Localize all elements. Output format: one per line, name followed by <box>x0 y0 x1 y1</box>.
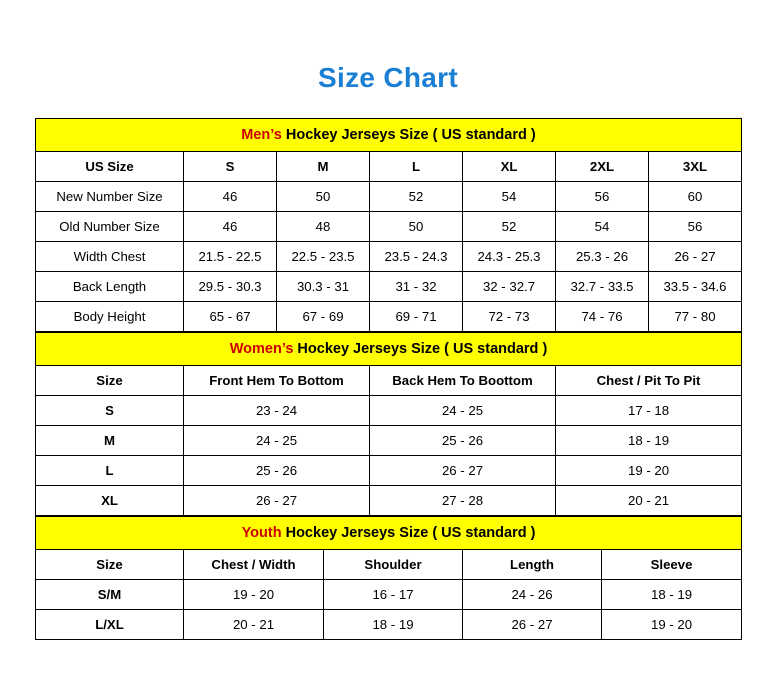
mens-cell: 25.3 - 26 <box>556 242 649 272</box>
youth-header-cell: Length <box>463 550 602 580</box>
womens-cell: 24 - 25 <box>184 426 370 456</box>
youth-header-cell: Shoulder <box>324 550 463 580</box>
mens-row-label: Back Length <box>36 272 184 302</box>
womens-cell: 26 - 27 <box>184 486 370 516</box>
womens-row-label: XL <box>36 486 184 516</box>
youth-cell: 16 - 17 <box>324 580 463 610</box>
mens-cell: 32 - 32.7 <box>463 272 556 302</box>
mens-cell: 50 <box>370 212 463 242</box>
youth-header-cell: Size <box>36 550 184 580</box>
womens-cell: 23 - 24 <box>184 396 370 426</box>
womens-row-label: S <box>36 396 184 426</box>
mens-cell: 21.5 - 22.5 <box>184 242 277 272</box>
mens-cell: 31 - 32 <box>370 272 463 302</box>
youth-row-label: L/XL <box>36 610 184 640</box>
table-band-row <box>36 517 742 550</box>
youth-header-cell: Sleeve <box>602 550 742 580</box>
womens-cell: 25 - 26 <box>184 456 370 486</box>
mens-cell: 56 <box>556 182 649 212</box>
womens-cell: 20 - 21 <box>556 486 742 516</box>
table-row <box>36 486 742 516</box>
mens-cell: 54 <box>556 212 649 242</box>
youth-cell: 19 - 20 <box>602 610 742 640</box>
mens-cell: 24.3 - 25.3 <box>463 242 556 272</box>
mens-header-cell: 3XL <box>649 152 742 182</box>
mens-cell: 22.5 - 23.5 <box>277 242 370 272</box>
mens-band-accent: Men’s <box>241 127 282 143</box>
youth-band-accent: Youth <box>241 525 282 541</box>
womens-header-cell: Back Hem To Boottom <box>370 366 556 396</box>
table-band-row <box>36 119 742 152</box>
womens-cell: 26 - 27 <box>370 456 556 486</box>
youth-cell: 18 - 19 <box>602 580 742 610</box>
table-row <box>36 580 742 610</box>
mens-cell: 56 <box>649 212 742 242</box>
table-row <box>36 212 742 242</box>
table-row <box>36 610 742 640</box>
mens-cell: 52 <box>463 212 556 242</box>
womens-cell: 19 - 20 <box>556 456 742 486</box>
youth-size-table <box>35 516 742 640</box>
mens-cell: 60 <box>649 182 742 212</box>
youth-band-rest: Hockey Jerseys Size ( US standard ) <box>281 525 536 541</box>
mens-cell: 33.5 - 34.6 <box>649 272 742 302</box>
womens-cell: 17 - 18 <box>556 396 742 426</box>
mens-cell: 69 - 71 <box>370 302 463 332</box>
table-header-row <box>36 550 742 580</box>
mens-row-label: Body Height <box>36 302 184 332</box>
mens-band-rest: Hockey Jerseys Size ( US standard ) <box>281 127 536 143</box>
mens-cell: 67 - 69 <box>277 302 370 332</box>
table-row <box>36 242 742 272</box>
page-title: Size Chart <box>318 62 458 93</box>
mens-cell: 65 - 67 <box>184 302 277 332</box>
table-header-row <box>36 366 742 396</box>
mens-cell: 23.5 - 24.3 <box>370 242 463 272</box>
womens-header-cell: Chest / Pit To Pit <box>556 366 742 396</box>
mens-cell: 50 <box>277 182 370 212</box>
mens-cell: 26 - 27 <box>649 242 742 272</box>
womens-cell: 27 - 28 <box>370 486 556 516</box>
mens-header-cell: L <box>370 152 463 182</box>
mens-cell: 72 - 73 <box>463 302 556 332</box>
mens-header-cell: US Size <box>36 152 184 182</box>
womens-cell: 25 - 26 <box>370 426 556 456</box>
womens-band-cell <box>36 333 742 366</box>
youth-band-cell <box>36 517 742 550</box>
mens-row-label: New Number Size <box>36 182 184 212</box>
table-row <box>36 272 742 302</box>
mens-cell: 46 <box>184 182 277 212</box>
mens-header-cell: 2XL <box>556 152 649 182</box>
mens-size-table <box>35 118 742 332</box>
womens-row-label: M <box>36 426 184 456</box>
mens-band-cell <box>36 119 742 152</box>
youth-header-cell: Chest / Width <box>184 550 324 580</box>
table-band-row <box>36 333 742 366</box>
table-row <box>36 302 742 332</box>
womens-band-accent: Women’s <box>229 341 294 357</box>
mens-cell: 54 <box>463 182 556 212</box>
womens-cell: 18 - 19 <box>556 426 742 456</box>
mens-cell: 32.7 - 33.5 <box>556 272 649 302</box>
youth-cell: 18 - 19 <box>324 610 463 640</box>
mens-cell: 52 <box>370 182 463 212</box>
youth-cell: 20 - 21 <box>184 610 324 640</box>
womens-size-table <box>35 332 742 516</box>
tables-container <box>35 118 741 640</box>
mens-cell: 29.5 - 30.3 <box>184 272 277 302</box>
youth-cell: 24 - 26 <box>463 580 602 610</box>
mens-header-cell: S <box>184 152 277 182</box>
mens-row-label: Old Number Size <box>36 212 184 242</box>
mens-cell: 48 <box>277 212 370 242</box>
table-row <box>36 182 742 212</box>
mens-header-cell: M <box>277 152 370 182</box>
womens-header-cell: Front Hem To Bottom <box>184 366 370 396</box>
mens-cell: 46 <box>184 212 277 242</box>
mens-row-label: Width Chest <box>36 242 184 272</box>
youth-row-label: S/M <box>36 580 184 610</box>
mens-cell: 74 - 76 <box>556 302 649 332</box>
table-row <box>36 426 742 456</box>
womens-band-rest: Hockey Jerseys Size ( US standard ) <box>293 341 548 357</box>
youth-cell: 26 - 27 <box>463 610 602 640</box>
womens-row-label: L <box>36 456 184 486</box>
table-row <box>36 396 742 426</box>
mens-cell: 30.3 - 31 <box>277 272 370 302</box>
table-header-row <box>36 152 742 182</box>
mens-cell: 77 - 80 <box>649 302 742 332</box>
womens-header-cell: Size <box>36 366 184 396</box>
table-row <box>36 456 742 486</box>
womens-cell: 24 - 25 <box>370 396 556 426</box>
mens-header-cell: XL <box>463 152 556 182</box>
youth-cell: 19 - 20 <box>184 580 324 610</box>
